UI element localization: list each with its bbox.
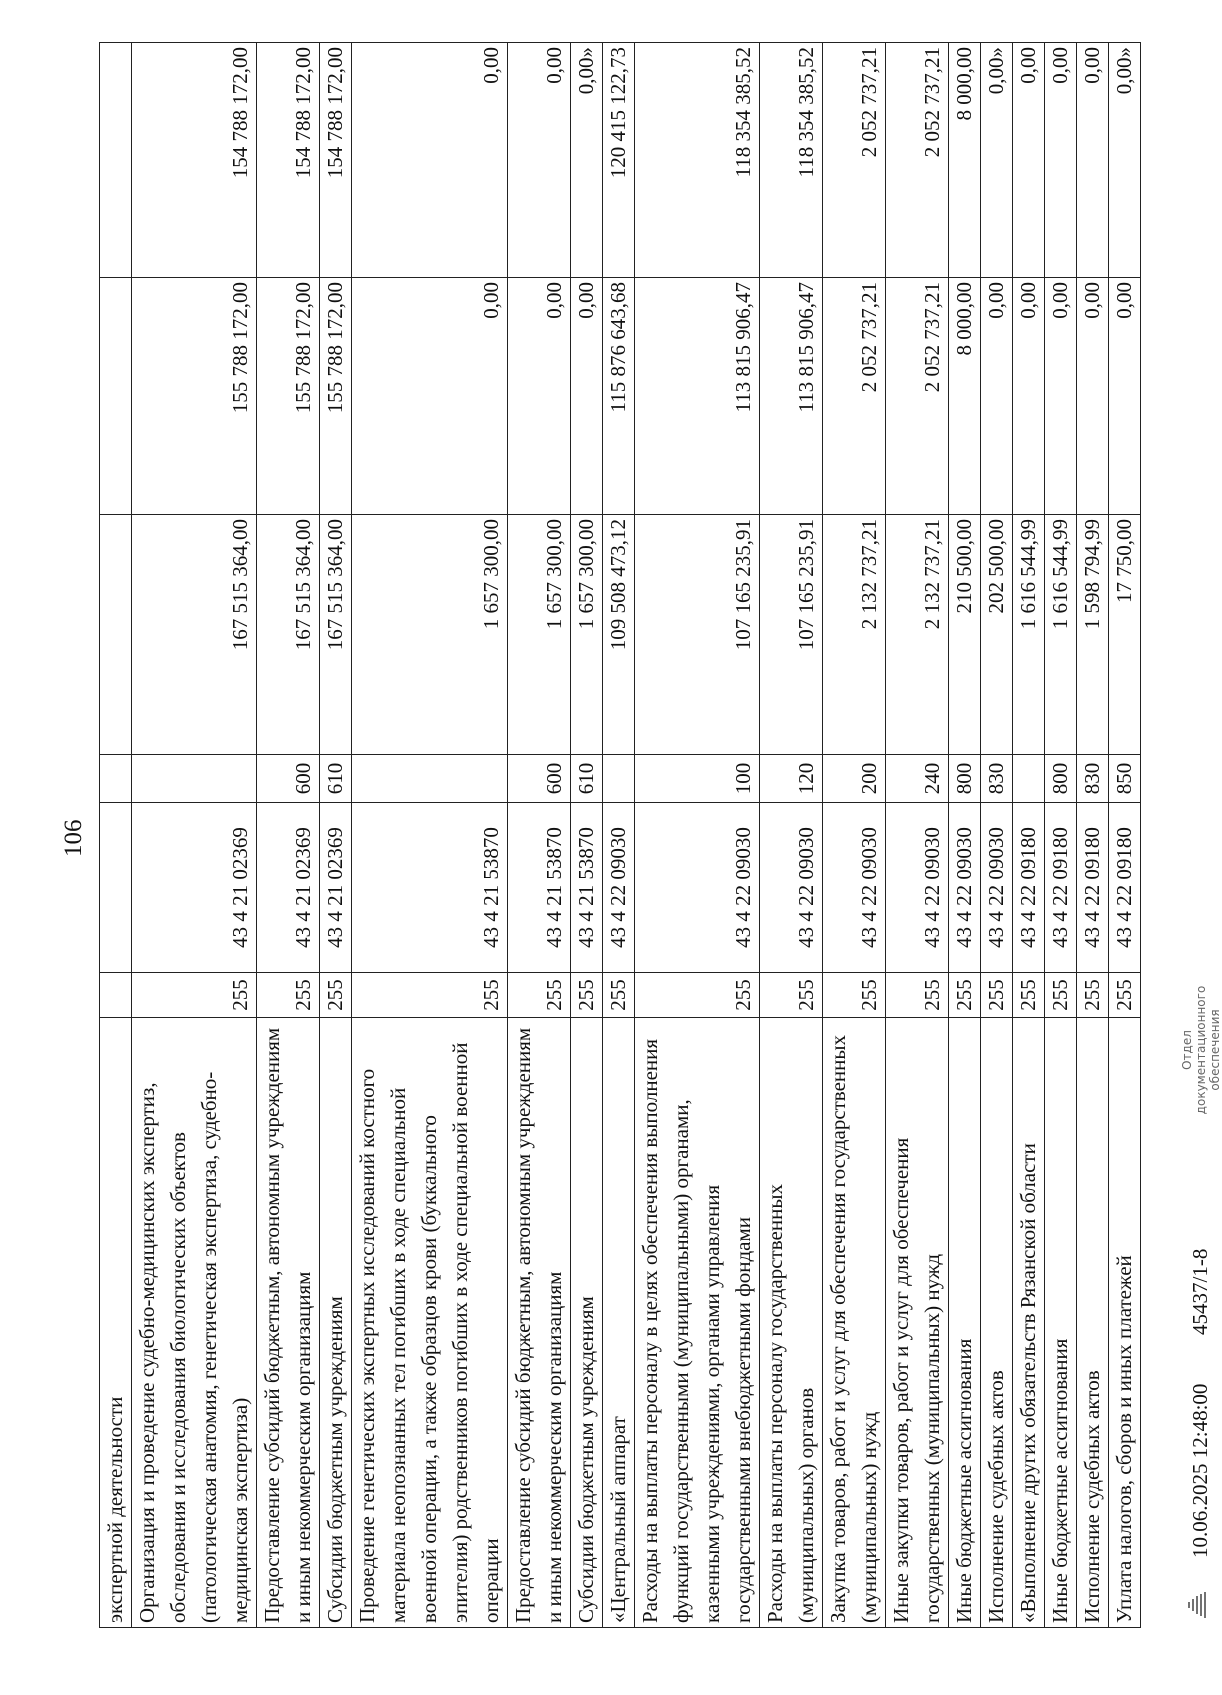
row-sum-year-2: 8 000,00 <box>949 278 981 515</box>
row-vr-code: 120 <box>760 755 823 803</box>
row-sum-year-3: 0,00 <box>508 43 571 278</box>
row-vr-code: 610 <box>571 755 603 803</box>
row-sum-year-1: 17 750,00 <box>1109 515 1141 755</box>
row-vr-code <box>132 755 257 803</box>
row-sum-year-3: 120 415 122,73 <box>603 43 635 278</box>
row-sum-year-3: 154 788 172,00 <box>257 43 320 278</box>
row-sum-year-1: 1 616 544,99 <box>1045 515 1077 755</box>
row-sum-year-3: 0,00» <box>571 43 603 278</box>
row-sum-year-2: 113 815 906,47 <box>760 278 823 515</box>
row-gr-code: 255 <box>1013 973 1045 1018</box>
row-sum-year-2: 0,00 <box>1045 278 1077 515</box>
table-row <box>1013 43 1045 1628</box>
row-cs-code: 43 4 22 09030 <box>981 803 1013 973</box>
row-gr-code: 255 <box>1045 973 1077 1018</box>
row-sum-year-2: 0,00 <box>352 278 508 515</box>
row-vr-code: 240 <box>886 755 949 803</box>
row-name: Предоставление субсидий бюджетным, автономным учреждениям и иным некоммерческим организациям <box>257 1018 320 1628</box>
table-row <box>1109 43 1141 1628</box>
row-cs-code: 43 4 22 09030 <box>603 803 635 973</box>
row-cs-code: 43 4 22 09030 <box>886 803 949 973</box>
row-gr-code: 255 <box>635 973 760 1018</box>
row-name: Закупка товаров, работ и услуг для обеспечения государственных (муниципальных) нужд <box>823 1018 886 1628</box>
row-sum-year-1: 202 500,00 <box>981 515 1013 755</box>
row-cs-code: 43 4 21 53870 <box>571 803 603 973</box>
row-sum-year-1: 109 508 473,12 <box>603 515 635 755</box>
row-gr-code: 255 <box>508 973 571 1018</box>
row-sum-year-2: 155 788 172,00 <box>132 278 257 515</box>
row-name: «Выполнение других обязательств Рязанской области <box>1013 1018 1045 1628</box>
row-sum-year-3: 0,00 <box>1077 43 1109 278</box>
row-sum-year-1: 167 515 364,00 <box>257 515 320 755</box>
stamp-line-2: обеспечения <box>1208 1009 1222 1091</box>
row-cs-code: 43 4 22 09180 <box>1077 803 1109 973</box>
row-sum-year-3: 0,00» <box>981 43 1013 278</box>
row-name: Уплата налогов, сборов и иных платежей <box>1109 1018 1141 1628</box>
row-cs-code: 43 4 21 02369 <box>132 803 257 973</box>
row-gr-code: 255 <box>760 973 823 1018</box>
row-gr-code: 255 <box>981 973 1013 1018</box>
row-sum-year-1: 167 515 364,00 <box>320 515 352 755</box>
row-name: экспертной деятельности <box>100 1018 132 1628</box>
row-sum-year-1: 2 132 737,21 <box>886 515 949 755</box>
row-cs-code: 43 4 22 09030 <box>760 803 823 973</box>
table-row <box>352 43 508 1628</box>
row-vr-code: 600 <box>257 755 320 803</box>
row-sum-year-2: 0,00 <box>1109 278 1141 515</box>
row-sum-year-3: 118 354 385,52 <box>760 43 823 278</box>
row-gr-code: 255 <box>949 973 981 1018</box>
row-gr-code: 255 <box>1077 973 1109 1018</box>
table-row <box>760 43 823 1628</box>
row-sum-year-1: 107 165 235,91 <box>760 515 823 755</box>
row-sum-year-3: 154 788 172,00 <box>320 43 352 278</box>
row-gr-code: 255 <box>352 973 508 1018</box>
row-gr-code <box>100 973 132 1018</box>
row-cs-code: 43 4 21 02369 <box>257 803 320 973</box>
row-cs-code: 43 4 22 09030 <box>635 803 760 973</box>
row-sum-year-1: 2 132 737,21 <box>823 515 886 755</box>
table-row <box>603 43 635 1628</box>
row-sum-year-2: 115 876 643,68 <box>603 278 635 515</box>
row-gr-code: 255 <box>132 973 257 1018</box>
row-sum-year-1: 1 657 300,00 <box>352 515 508 755</box>
row-sum-year-3: 0,00» <box>1109 43 1141 278</box>
row-sum-year-2: 113 815 906,47 <box>635 278 760 515</box>
row-vr-code: 600 <box>508 755 571 803</box>
department-stamp <box>1180 965 1222 1135</box>
row-name: Расходы на выплаты персоналу государственных (муниципальных) органов <box>760 1018 823 1628</box>
row-sum-year-2: 0,00 <box>571 278 603 515</box>
row-sum-year-2: 0,00 <box>981 278 1013 515</box>
table-row <box>981 43 1013 1628</box>
table-row <box>635 43 760 1628</box>
row-sum-year-2 <box>100 278 132 515</box>
row-name: Исполнение судебных актов <box>1077 1018 1109 1628</box>
row-name: Проведение генетических экспертных исследований костного материала неопознанных тел погибших в ходе специальной военной операции, а также образцов крови (буккального эпителия) родственников погибших в ходе специальной военной операции <box>352 1018 508 1628</box>
row-vr-code: 800 <box>1045 755 1077 803</box>
row-sum-year-2: 2 052 737,21 <box>823 278 886 515</box>
row-sum-year-3: 0,00 <box>352 43 508 278</box>
row-cs-code: 43 4 22 09030 <box>823 803 886 973</box>
row-sum-year-1: 1 657 300,00 <box>571 515 603 755</box>
row-sum-year-3: 8 000,00 <box>949 43 981 278</box>
row-sum-year-3: 154 788 172,00 <box>132 43 257 278</box>
row-cs-code: 43 4 22 09030 <box>949 803 981 973</box>
row-cs-code: 43 4 21 02369 <box>320 803 352 973</box>
row-sum-year-3: 2 052 737,21 <box>886 43 949 278</box>
row-sum-year-1 <box>100 515 132 755</box>
row-name: Субсидии бюджетным учреждениям <box>571 1018 603 1628</box>
row-vr-code <box>603 755 635 803</box>
table-row <box>132 43 257 1628</box>
row-sum-year-2: 0,00 <box>1013 278 1045 515</box>
row-sum-year-3 <box>100 43 132 278</box>
row-name: Иные бюджетные ассигнования <box>949 1018 981 1628</box>
stamp-line-1: Отдел документационного <box>1180 985 1208 1115</box>
row-sum-year-1: 167 515 364,00 <box>132 515 257 755</box>
row-sum-year-2: 155 788 172,00 <box>320 278 352 515</box>
row-gr-code: 255 <box>886 973 949 1018</box>
row-name: Субсидии бюджетным учреждениям <box>320 1018 352 1628</box>
table-row <box>823 43 886 1628</box>
row-sum-year-1: 1 657 300,00 <box>508 515 571 755</box>
row-sum-year-3: 118 354 385,52 <box>635 43 760 278</box>
row-gr-code: 255 <box>257 973 320 1018</box>
row-sum-year-3: 0,00 <box>1045 43 1077 278</box>
budget-table-body <box>100 43 1141 1628</box>
table-row <box>1045 43 1077 1628</box>
row-sum-year-3: 2 052 737,21 <box>823 43 886 278</box>
row-gr-code: 255 <box>1109 973 1141 1018</box>
row-sum-year-2: 0,00 <box>1077 278 1109 515</box>
page-number: 106 <box>60 819 87 857</box>
row-gr-code: 255 <box>603 973 635 1018</box>
row-sum-year-2: 155 788 172,00 <box>257 278 320 515</box>
row-vr-code: 800 <box>949 755 981 803</box>
row-sum-year-1: 1 616 544,99 <box>1013 515 1045 755</box>
table-row <box>100 43 132 1628</box>
footer-doc-code: 45437/1-8 <box>1188 1248 1212 1335</box>
footer-date: 10.06.2025 12:48:00 <box>1188 1383 1212 1558</box>
table-row <box>320 43 352 1628</box>
row-sum-year-3: 0,00 <box>1013 43 1045 278</box>
row-name: Иные закупки товаров, работ и услуг для обеспечения государственных (муниципальных) нужд <box>886 1018 949 1628</box>
document-logo-icon <box>1185 1590 1207 1620</box>
row-sum-year-1: 210 500,00 <box>949 515 981 755</box>
row-cs-code: 43 4 21 53870 <box>508 803 571 973</box>
row-cs-code: 43 4 22 09180 <box>1109 803 1141 973</box>
row-name: Исполнение судебных актов <box>981 1018 1013 1628</box>
row-vr-code <box>1013 755 1045 803</box>
table-row <box>886 43 949 1628</box>
row-gr-code: 255 <box>823 973 886 1018</box>
row-gr-code: 255 <box>320 973 352 1018</box>
row-sum-year-1: 107 165 235,91 <box>635 515 760 755</box>
table-row <box>1077 43 1109 1628</box>
table-row <box>949 43 981 1628</box>
row-name: Расходы на выплаты персоналу в целях обеспечения выполнения функций государственными (муниципальными) органами, казенными учреждениями, органами управления государственными внебюджетными фондами <box>635 1018 760 1628</box>
row-sum-year-2: 0,00 <box>508 278 571 515</box>
row-name: Организация и проведение судебно-медицинских экспертиз, обследования и исследования биологических объектов (патологическая анатомия, генетическая экспертиза, судебно-медицинская экспертиза) <box>132 1018 257 1628</box>
row-vr-code: 200 <box>823 755 886 803</box>
row-vr-code <box>352 755 508 803</box>
budget-table <box>99 42 1141 1628</box>
row-name: Иные бюджетные ассигнования <box>1045 1018 1077 1628</box>
table-row <box>571 43 603 1628</box>
row-vr-code: 850 <box>1109 755 1141 803</box>
table-row <box>257 43 320 1628</box>
row-cs-code: 43 4 22 09180 <box>1045 803 1077 973</box>
row-vr-code <box>100 755 132 803</box>
row-vr-code: 830 <box>981 755 1013 803</box>
row-cs-code: 43 4 21 53870 <box>352 803 508 973</box>
row-sum-year-2: 2 052 737,21 <box>886 278 949 515</box>
table-row <box>508 43 571 1628</box>
row-cs-code: 43 4 22 09180 <box>1013 803 1045 973</box>
row-gr-code: 255 <box>571 973 603 1018</box>
row-cs-code <box>100 803 132 973</box>
row-vr-code: 610 <box>320 755 352 803</box>
row-vr-code: 830 <box>1077 755 1109 803</box>
row-name: «Центральный аппарат <box>603 1018 635 1628</box>
row-sum-year-1: 1 598 794,99 <box>1077 515 1109 755</box>
row-name: Предоставление субсидий бюджетным, автономным учреждениям и иным некоммерческим организациям <box>508 1018 571 1628</box>
row-vr-code: 100 <box>635 755 760 803</box>
